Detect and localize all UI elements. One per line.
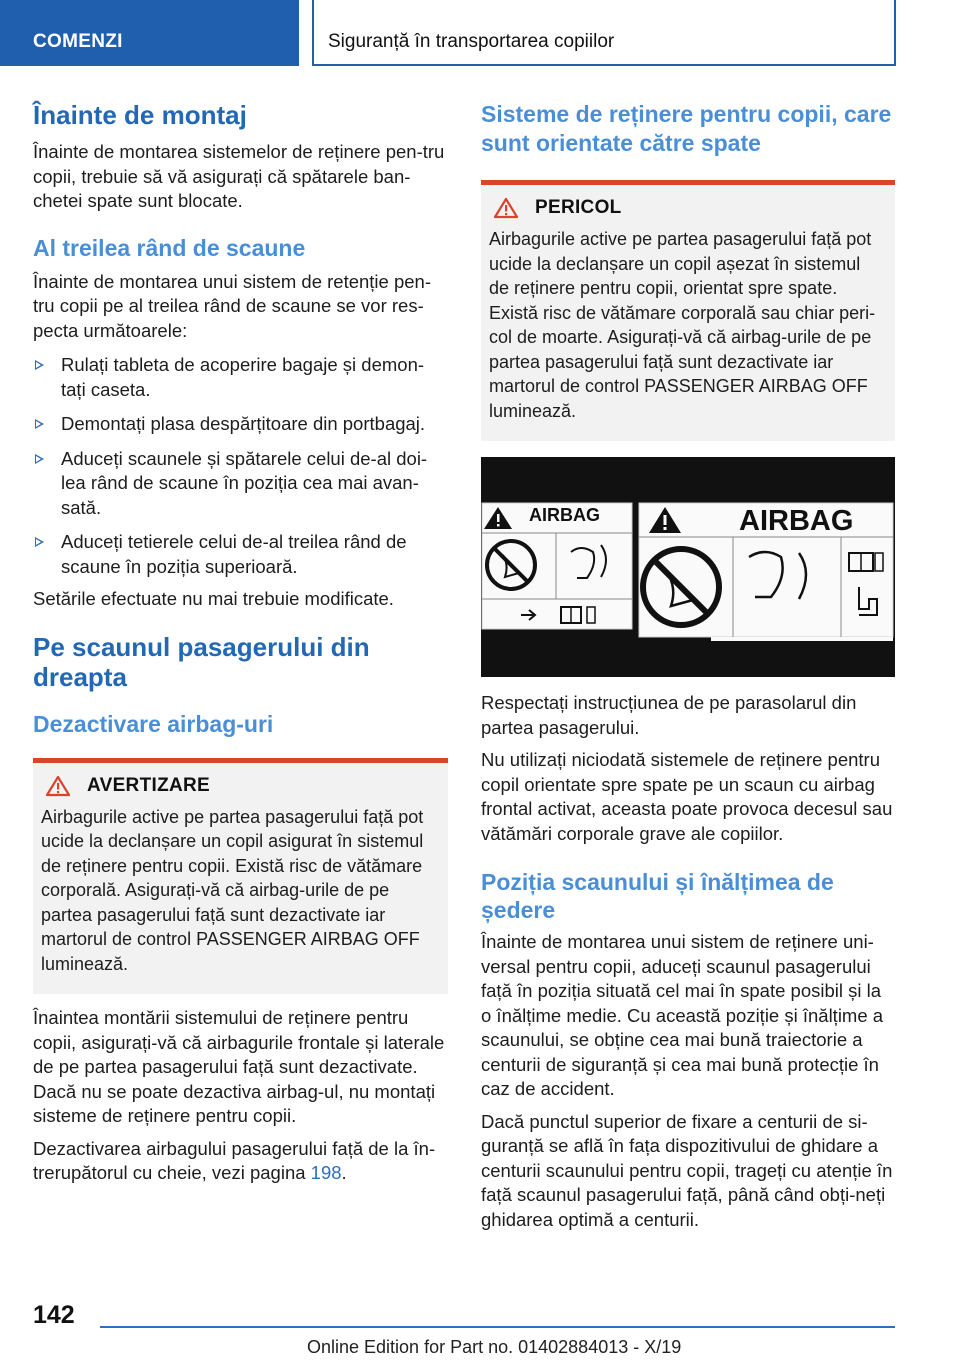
airbag-label-photo [481,457,895,677]
danger-title: PERICOL [535,197,622,218]
footer-divider [100,1326,895,1328]
list-item: Rulați tableta de acoperire bagaje și demon-tați caseta. [33,353,448,402]
warning-title: AVERTIZARE [87,774,210,796]
paragraph-rand: Înainte de montarea unui sistem de retenție pen-tru copii pe al treilea rând de scaune se vor res-pecta următoarele: [33,270,431,341]
header-chapter-tab [312,0,896,66]
triangle-bullet-icon [35,360,44,370]
footer-edition: Online Edition for Part no. 01402884013 - X/19 [307,1337,682,1357]
right-column [481,100,895,1232]
paragraph-dezactivarea: Dezactivarea airbagului pasagerului față de la în-trerupătorul cu cheie, vezi pagina 198. [33,1137,436,1183]
paragraph-setari: Setările efectuate nu mai trebuie modificate. [33,588,394,609]
heading-pe-scaunul-pasagerului: Pe scaunul pasagerului din dreapta [33,631,370,692]
paragraph-punctul: Dacă punctul superior de fixare a centurii de si-guranță se află în fața dispozitivului de ghidare a centurii scaunului pentru copii, trageți cu atenție în față scaunul pasagerului față, până când obți-neți ghidarea optimă a centurii. [481,1110,893,1230]
paragraph-montaj: Înainte de montarea sistemelor de reținere pen-tru copii, trebuie să vă asigurați că spătarele ban-chetei spate sunt blocate. [33,141,445,211]
airbag-label-illustration [481,457,895,677]
page-link[interactable]: 198 [310,1162,342,1183]
airbag-label-small-text: AIRBAG [529,505,600,525]
paragraph-pozitia: Înainte de montarea unui sistem de reținere uni-versal pentru copii, aduceți scaunul pasagerului față în poziția situată cel mai în spate posibil și la o înălțime medie. Cu această poziție și înălțime a scaunului, se obține cea mai bună traiectorie a centurii de siguranță și cea mai bună protecție în caz de accident. [481,931,884,1099]
heading-dezactivare-airbag: Dezactivare airbag-uri [33,710,274,737]
triangle-bullet-icon [35,537,44,547]
danger-box [481,180,895,441]
heading-pozitia-scaunului: Poziția scaunului și înălțimea de ședere [481,869,834,923]
heading-sisteme-spate: Sisteme de reținere pentru copii, care sunt orientate către spate [481,101,892,156]
list-item: Aduceți scaunele și spătarele celui de-al doi-lea rând de scaune în poziția cea mai avan-sată. [33,447,448,521]
header-chapter-title: Siguranță în transportarea copiilor [328,31,615,52]
paragraph-respectati: Respectați instrucțiunea de pe parasolarul din partea pasagerului. [481,692,857,738]
header-section-tab [0,0,299,66]
triangle-bullet-icon [35,419,44,429]
left-column [33,100,448,1186]
paragraph-inaintea: Înaintea montării sistemului de reținere pentru copii, asigurați-vă că airbagurile frontale și laterale de pe partea pasagerului față sunt dezactivate. Dacă nu se poate dezactiva airbag-ul, nu montați sisteme de reținere pentru copii. [33,1007,445,1126]
paragraph-nu-utilizati: Nu utilizați niciodată sistemele de reținere pentru copil orientate spre spate pe un scaun cu airbag frontal activat, aceasta poate provoca decesul sau vătămări corporale grave ale copiilor. [481,749,893,844]
warning-header [45,775,438,797]
warning-triangle-icon [45,775,71,797]
page-number: 142 [33,1301,75,1329]
warning-text: Airbagurile active pe partea pasagerului față pot ucide la declanșare un copil asigurat în sistemul de reținere pentru copii. Există risc de vătămare corporală. Asigurați-vă că airbag-urile de pe partea pasagerului față sunt dezactivate iar martorul de control PASSENGER AIRBAG OFF luminează. [41,806,424,974]
bullet-list [33,353,448,579]
triangle-bullet-icon [35,454,44,464]
danger-triangle-icon [493,197,519,219]
airbag-label-large-text: AIRBAG [739,505,854,537]
heading-inainte-de-montaj: Înainte de montaj [33,100,247,130]
heading-al-treilea-rand: Al treilea rând de scaune [33,234,306,261]
danger-text: Airbagurile active pe partea pasagerului față pot ucide la declanșare un copil așezat în sistemul de reținere pentru copii, orientat spre spate. Există risc de vătămare corporală sau chiar peri-col de moarte. Asigurați-vă că airbag-urile de pe partea pasagerului față sunt dezactivate iar martorul de control PASSENGER AIRBAG OFF luminează. [489,229,876,421]
list-item: Demontați plasa despărțitoare din portbagaj. [33,412,448,437]
list-item: Aduceți tetierele celui de-al treilea rând de scaune în poziția superioară. [33,530,448,579]
danger-header [493,197,885,219]
header-section-title: COMENZI [33,31,123,52]
warning-box [33,758,448,995]
